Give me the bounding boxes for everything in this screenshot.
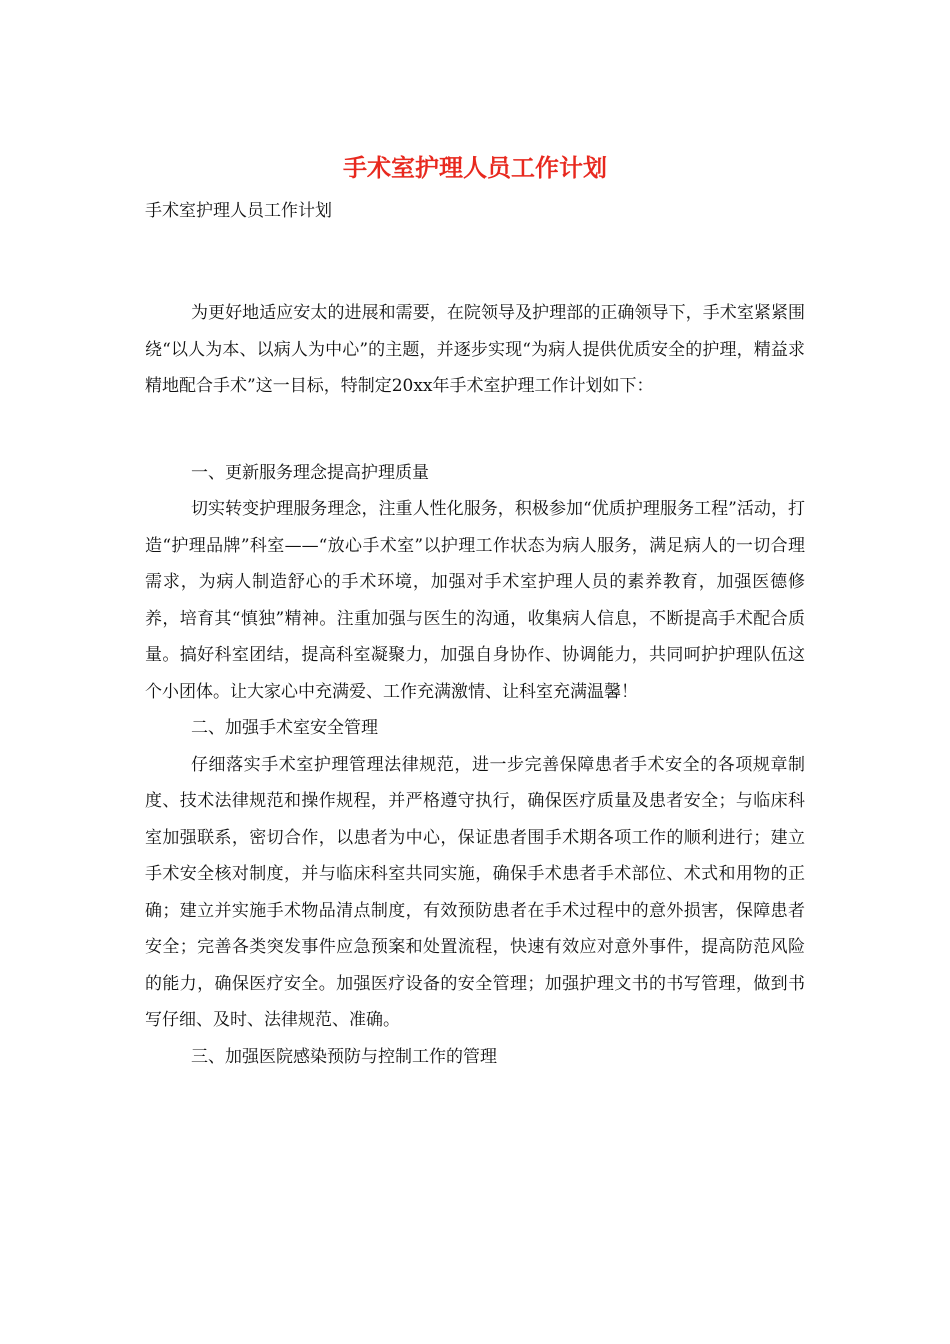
section-paragraph-1: 切实转变护理服务理念，注重人性化服务，积极参加“优质护理服务工程”活动，打造“护理品牌”科室——“放心手术室”以护理工作状态为病人服务，满足病人的一切合理需求，为病人制造舒心的手术环境，加强对手术室护理人员的素养教育，加强医德修养，培育其“慎独”精神。注重加强与医生的沟通，收集病人信息，不断提高手术配合质量。搞好科室团结，提高科室凝聚力，加强自身协作、协调能力，共同呵护护理队伍这个小团体。让大家心中充满爱、工作充满激情、让科室充满温馨！ bbox=[145, 499, 805, 702]
document-subtitle: 手术室护理人员工作计划 bbox=[145, 201, 332, 221]
intro-paragraph: 为更好地适应安太的进展和需要，在院领导及护理部的正确领导下，手术室紧紧围绕“以人为本、以病人为中心”的主题，并逐步实现“为病人提供优质安全的护理，精益求精地配合手术”这一目标，特制定20xx年手术室护理工作计划如下： bbox=[145, 303, 805, 396]
document-title: 手术室护理人员工作计划 bbox=[343, 153, 607, 182]
paragraph-gap bbox=[145, 405, 805, 455]
section-heading-1: 一、更新服务理念提高护理质量 bbox=[191, 462, 429, 483]
section-heading-3: 三、加强医院感染预防与控制工作的管理 bbox=[191, 1046, 497, 1067]
document-body bbox=[145, 295, 805, 1075]
section-heading-2: 二、加强手术室安全管理 bbox=[191, 718, 378, 738]
section-paragraph-2: 仔细落实手术室护理管理法律规范，进一步完善保障患者手术安全的各项规章制度、技术法律规范和操作规程，并严格遵守执行，确保医疗质量及患者安全；与临床科室加强联系，密切合作，以患者为中心，保证患者围手术期各项工作的顺利进行；建立手术安全核对制度，并与临床科室共同实施，确保手术患者手术部位、术式和用物的正确；建立并实施手术物品清点制度，有效预防患者在手术过程中的意外损害，保障患者安全；完善各类突发事件应急预案和处置流程，快速有效应对意外事件，提高防范风险的能力，确保医疗安全。加强医疗设备的安全管理；加强护理文书的书写管理，做到书写仔细、及时、法律规范、准确。 bbox=[145, 754, 805, 1030]
